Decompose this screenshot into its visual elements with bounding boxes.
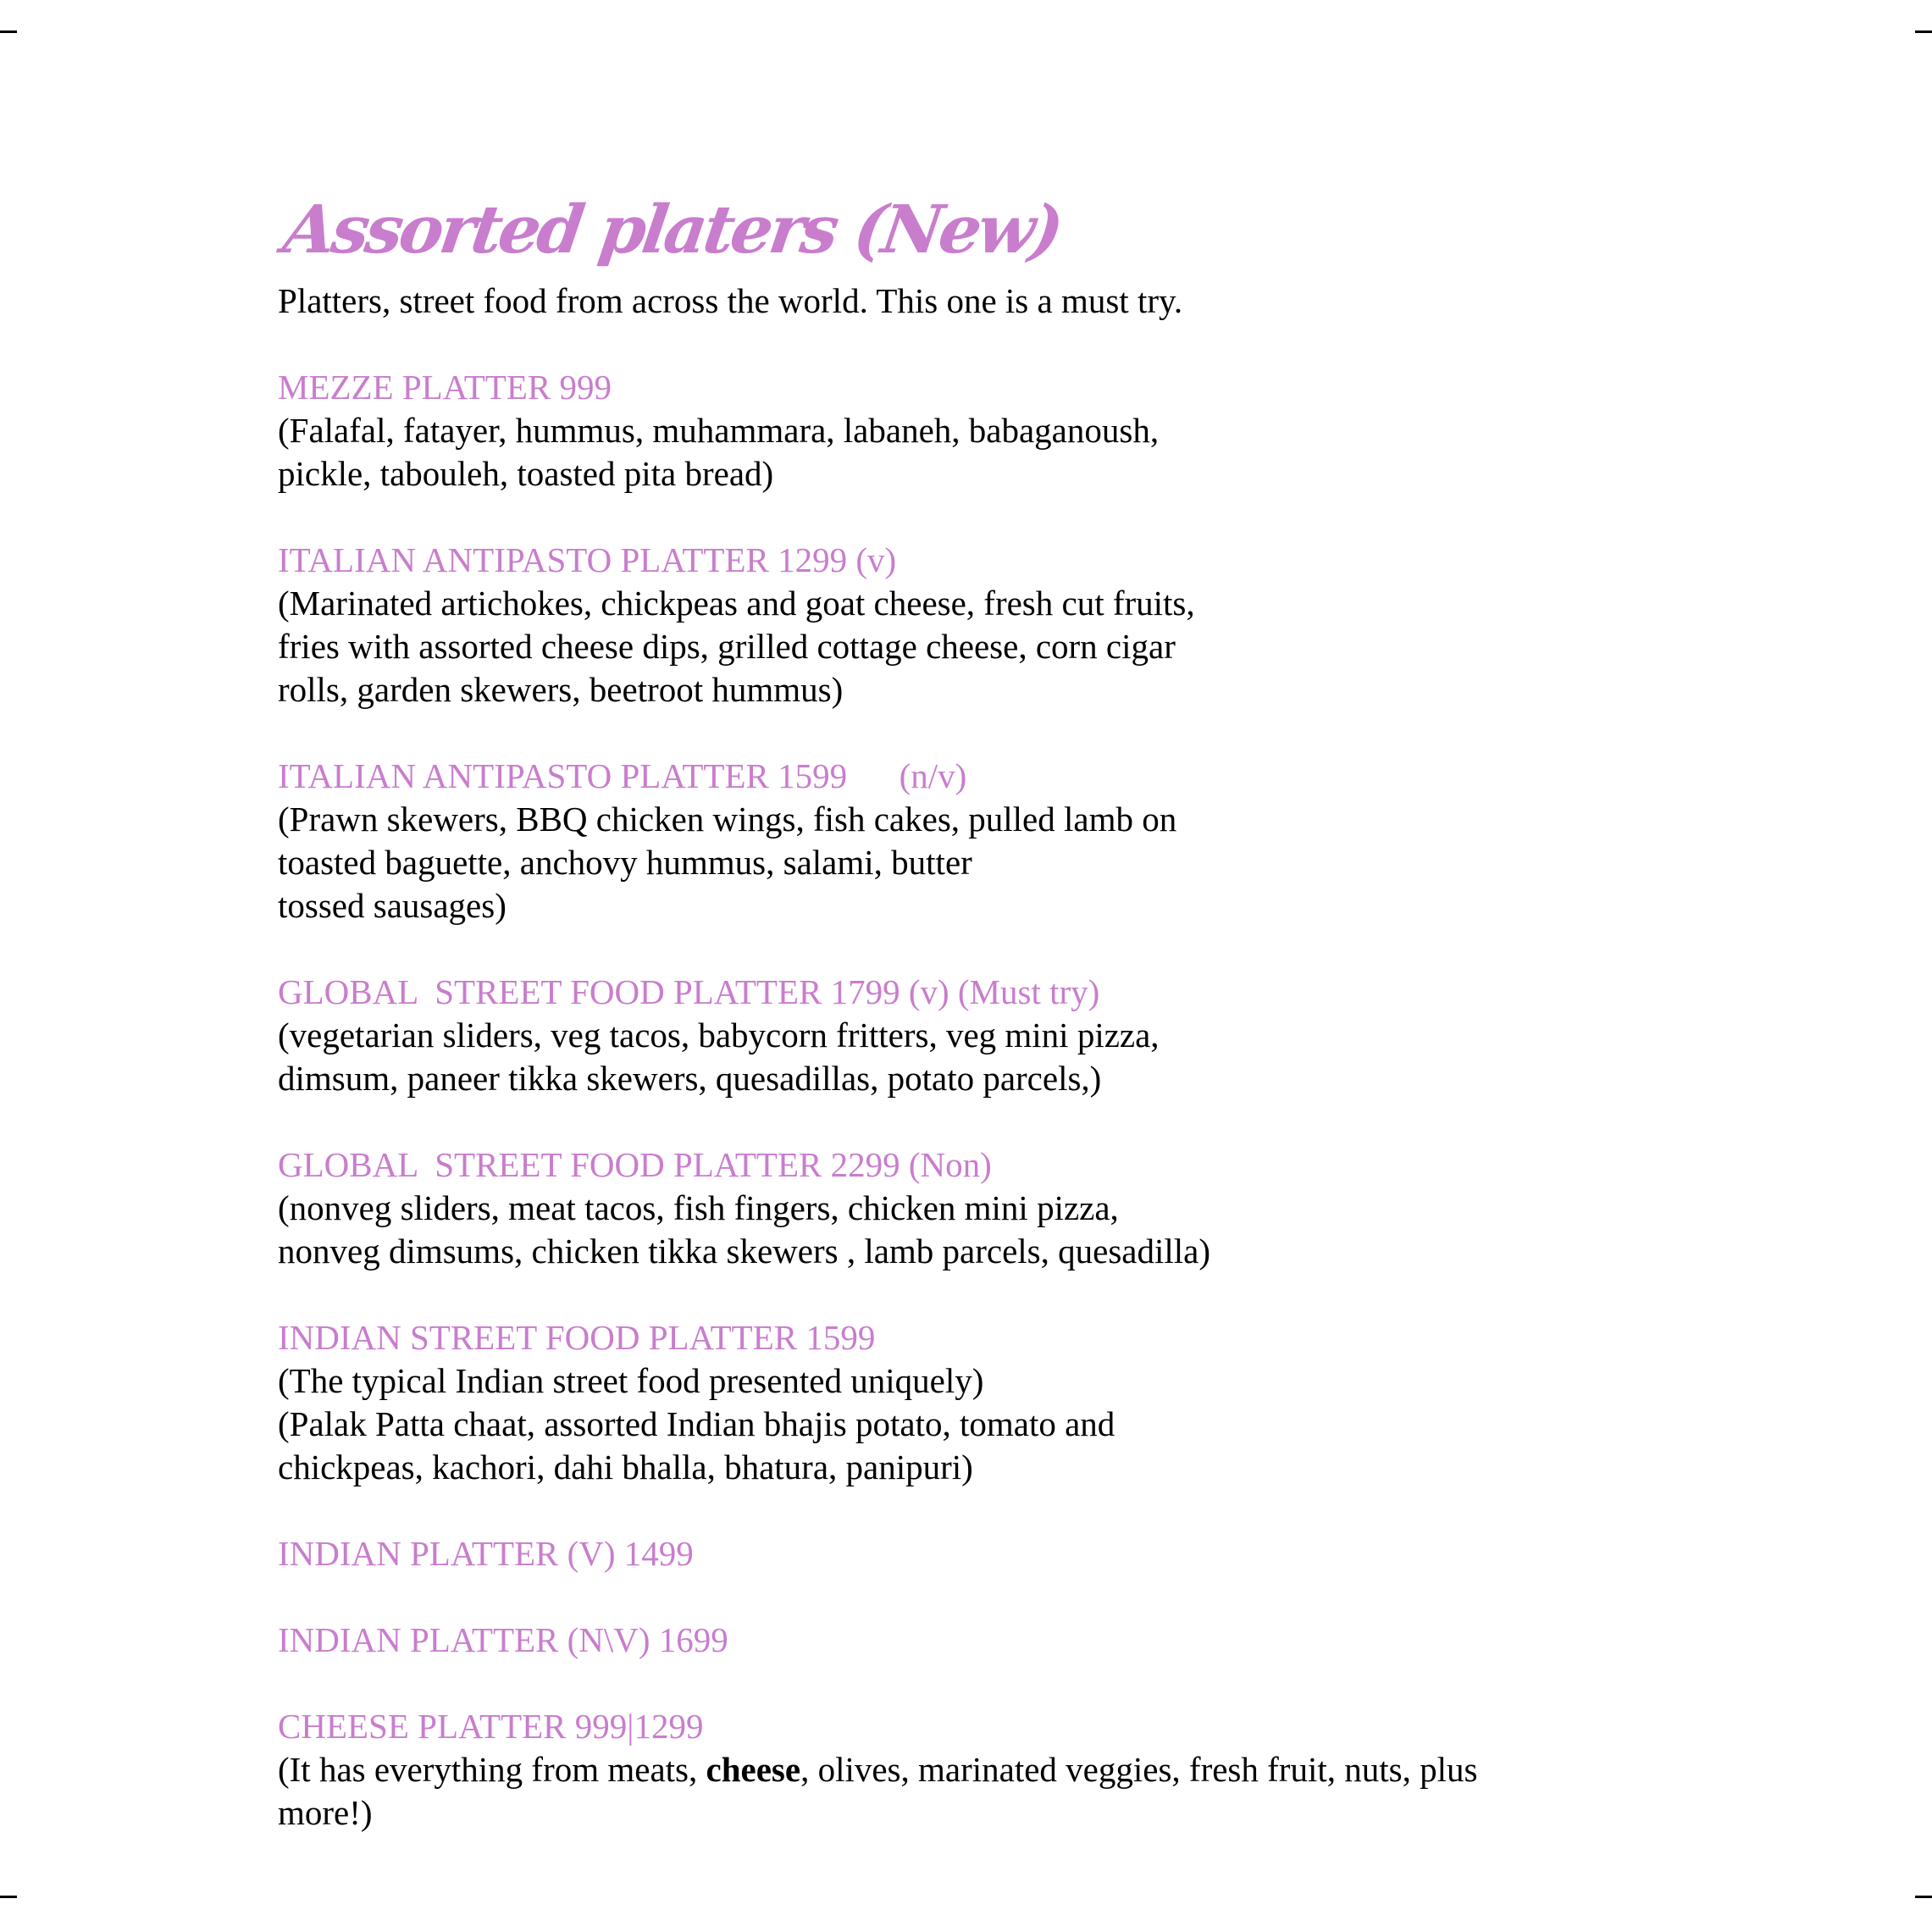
crop-mark-bottom-right: [1915, 1896, 1932, 1898]
item-header: INDIAN PLATTER (N\V) 1699: [278, 1620, 728, 1659]
item-description-line: (Marinated artichokes, chickpeas and goat cheese, fresh cut fruits,: [278, 584, 1195, 623]
menu-item-indian-street-food: [278, 1316, 1718, 1489]
desc-text: (It has everything from meats,: [278, 1750, 706, 1789]
item-description-line: (vegetarian sliders, veg tacos, babycorn fritters, veg mini pizza,: [278, 1016, 1160, 1055]
menu-item-italian-antipasto-veg: [278, 539, 1718, 711]
menu-page: [278, 185, 1718, 1878]
item-header: MEZZE PLATTER 999: [278, 368, 612, 407]
menu-intro: Platters, street food from across the world. This one is a must try.: [278, 281, 1183, 320]
menu-item-global-street-food-nonveg: [278, 1143, 1718, 1273]
menu-item-mezze-platter: [278, 366, 1718, 495]
item-description-line: fries with assorted cheese dips, grilled cottage cheese, corn cigar: [278, 627, 1176, 666]
item-description-line: tossed sausages): [278, 886, 507, 925]
item-header: ITALIAN ANTIPASTO PLATTER 1599 (n/v): [278, 756, 967, 795]
item-description-line: chickpeas, kachori, dahi bhalla, bhatura, panipuri): [278, 1448, 973, 1486]
desc-text: , olives, marinated veggies, fresh fruit, nuts, plus: [800, 1750, 1478, 1789]
crop-mark-bottom-left: [0, 1896, 17, 1898]
item-description-line: (Falafal, fatayer, hummus, muhammara, labaneh, babaganoush,: [278, 411, 1160, 450]
crop-mark-top-right: [1915, 30, 1932, 33]
item-description-line: (The typical Indian street food presented uniquely): [278, 1361, 984, 1400]
item-description-line: (Prawn skewers, BBQ chicken wings, fish cakes, pulled lamb on: [278, 800, 1177, 839]
menu-item-italian-antipasto-nonveg: [278, 755, 1718, 927]
item-header: INDIAN PLATTER (V) 1499: [278, 1534, 694, 1573]
item-header: CHEESE PLATTER 999|1299: [278, 1707, 704, 1746]
menu-item-global-street-food-veg: [278, 971, 1718, 1100]
item-description-line: dimsum, paneer tikka skewers, quesadillas, potato parcels,): [278, 1059, 1102, 1098]
item-header: INDIAN STREET FOOD PLATTER 1599: [278, 1318, 876, 1357]
menu-item-cheese-platter: [278, 1705, 1718, 1835]
menu-list: [278, 366, 1718, 1835]
item-description-line: pickle, tabouleh, toasted pita bread): [278, 454, 774, 493]
crop-mark-top-left: [0, 30, 17, 33]
menu-title: Assorted platers (New): [279, 191, 1066, 268]
item-description-line: nonveg dimsums, chicken tikka skewers , lamb parcels, quesadilla): [278, 1232, 1211, 1270]
menu-item-indian-platter-nonveg: [278, 1619, 1718, 1662]
item-description-line: more!): [278, 1793, 373, 1832]
item-description-line: (nonveg sliders, meat tacos, fish fingers, chicken mini pizza,: [278, 1188, 1119, 1227]
item-description-line: toasted baguette, anchovy hummus, salami, butter: [278, 843, 972, 882]
item-description-line: rolls, garden skewers, beetroot hummus): [278, 670, 844, 709]
item-header: ITALIAN ANTIPASTO PLATTER 1299 (v): [278, 540, 897, 579]
item-description-line: [278, 1748, 1718, 1791]
item-header: GLOBAL STREET FOOD PLATTER 2299 (Non): [278, 1145, 992, 1184]
item-description-line: (Palak Patta chaat, assorted Indian bhajis potato, tomato and: [278, 1404, 1115, 1443]
item-header: GLOBAL STREET FOOD PLATTER 1799 (v) (Must try): [278, 972, 1100, 1011]
desc-bold-text: cheese: [706, 1750, 801, 1789]
menu-item-indian-platter-veg: [278, 1532, 1718, 1575]
